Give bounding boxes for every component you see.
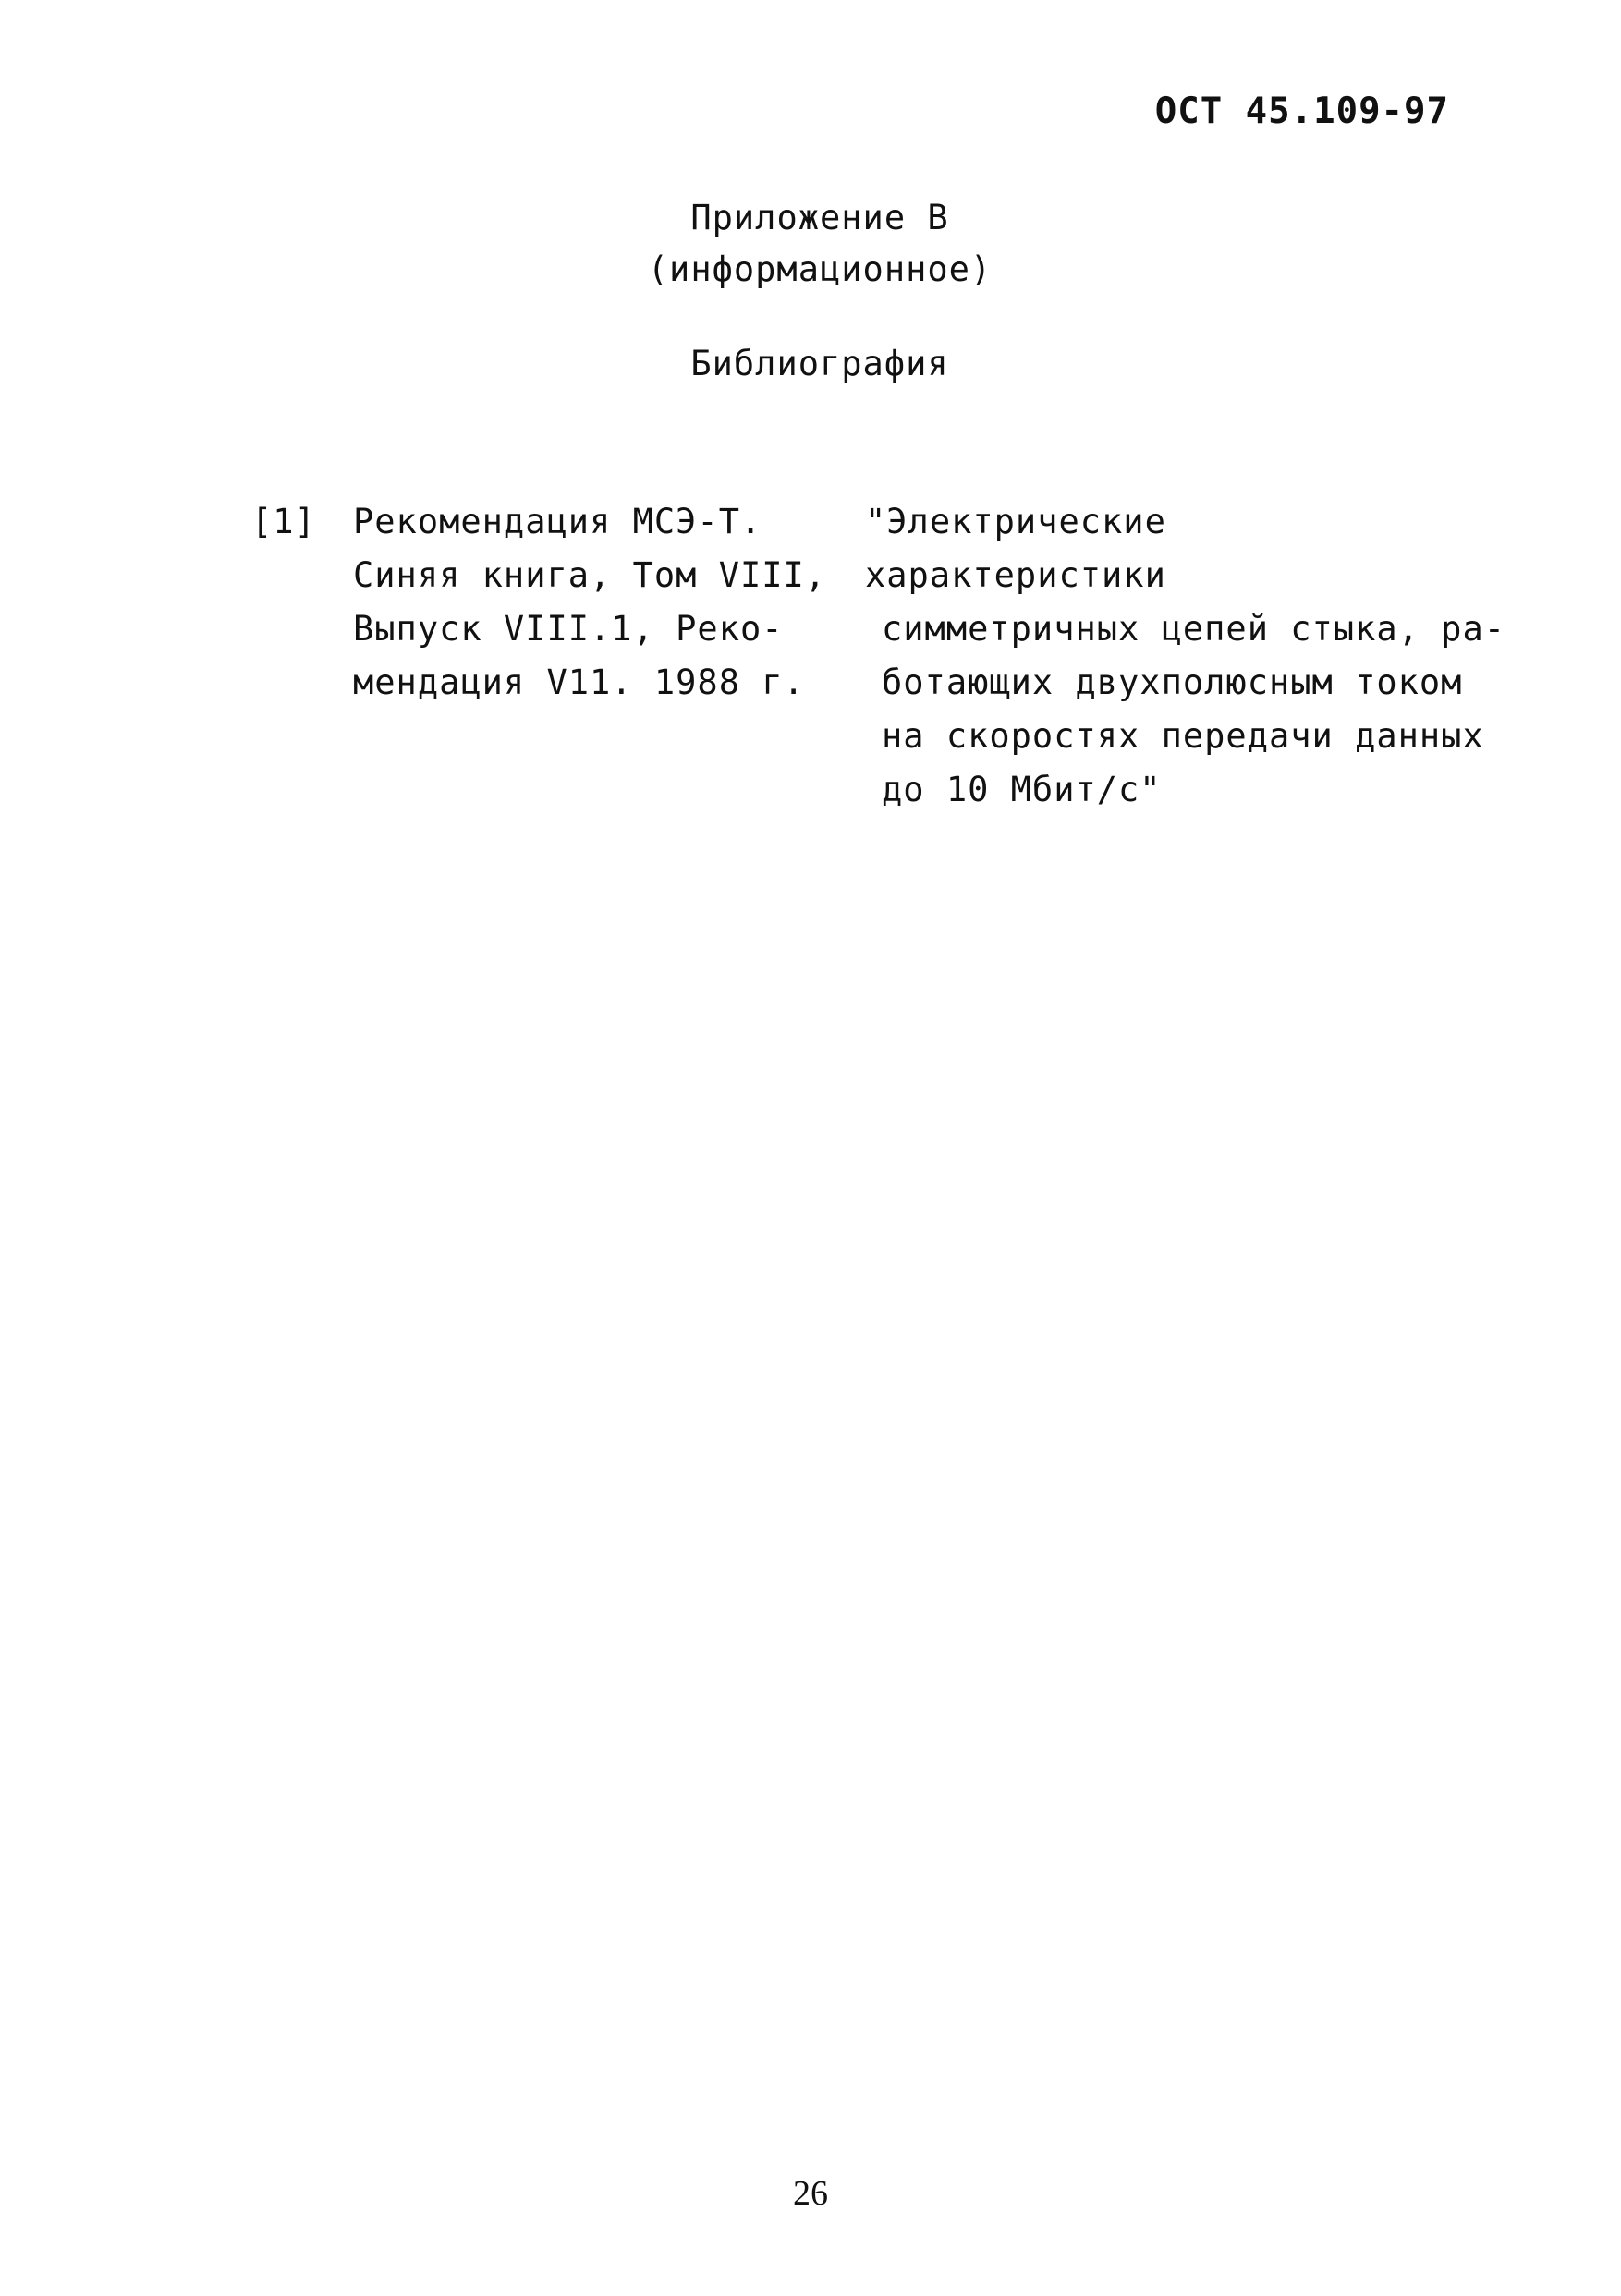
entry-title-line: симметричных цепей стыка, ра- xyxy=(882,609,1506,649)
entry-source-line: мендация V11. 1988 г. xyxy=(353,662,805,702)
entry-number: [1] xyxy=(251,502,316,541)
entry-title-line: "Электрические характеристики xyxy=(865,502,1166,595)
bibliography-heading: Библиография xyxy=(690,344,949,383)
document-code: ОСТ 45.109-97 xyxy=(1154,91,1449,132)
entry-title xyxy=(865,495,1506,817)
entry-source-line: Рекомендация МСЭ-Т. xyxy=(353,502,762,541)
bibliography-entry xyxy=(251,495,1506,809)
entry-title-line: ботающих двухполюсным током xyxy=(882,662,1463,702)
entry-title-line: до 10 Мбит/с" xyxy=(882,770,1162,809)
appendix-title: Приложение В xyxy=(690,198,949,237)
entry-source xyxy=(353,495,834,710)
entry-title-line: на скоростях передачи данных xyxy=(882,716,1484,756)
entry-source-line: Синяя книга, Том VIII, xyxy=(353,555,827,595)
appendix-subtitle: (информационное) xyxy=(647,249,993,289)
appendix-heading xyxy=(0,192,1621,296)
entry-source-line: Выпуск VIII.1, Реко- xyxy=(353,609,784,649)
page-number: 26 xyxy=(793,2174,828,2213)
